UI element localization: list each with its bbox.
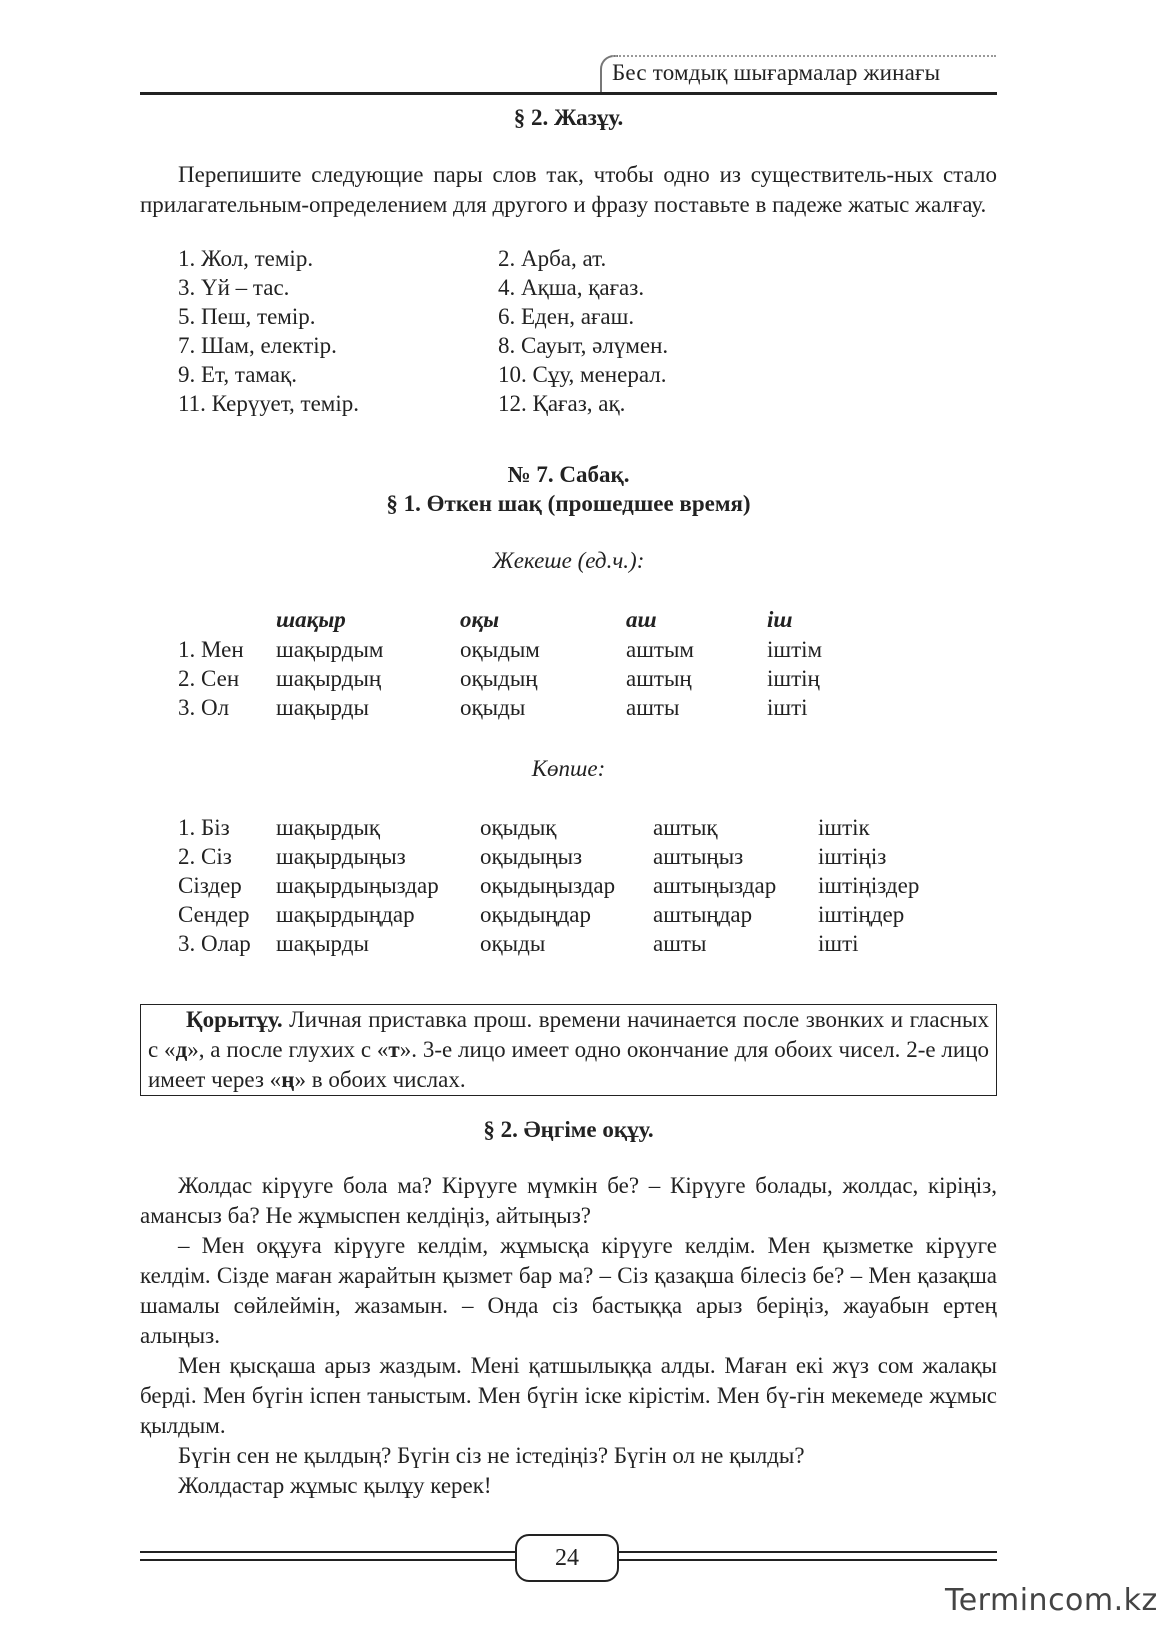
note-label: Қорытұу.	[186, 1007, 283, 1032]
exercise-item: 5. Пеш, темір.	[178, 304, 316, 329]
conjugation-cell: ішті	[818, 931, 859, 956]
header-dotted-rule	[612, 55, 996, 57]
reading-paragraph: – Мен оқұуға кірүуге келдім, жұмысқа кірүуге келдім. Мен қызметке кірүуге келдім. Сізде маған жарайтын қызмет бар ма? – Сіз қазақша білесіз бе? – Мен қазақша шамалы сөйлеймін, жазамын. – Онда сіз бастыққа арыз беріңіз, жауабын ертең алыңыз.	[140, 1233, 997, 1348]
exercise-item: 2. Арба, ат.	[498, 246, 607, 271]
reading-paragraph: Мен қысқаша арыз жаздым. Мені қатшылыққа алды. Маған екі жүз сом жалақы берді. Мен бүгін іспен таныстым. Мен бүгін іске кірістім. Мен бү-гін мекемеде жұмыс қылдым.	[140, 1353, 997, 1438]
conjugation-cell: шақырдық	[276, 815, 381, 840]
conjugation-cell: іштіңіздер	[818, 873, 920, 898]
conjugation-cell: шақырдыңдар	[276, 902, 415, 927]
exercise-item: 3. Үй – тас.	[178, 275, 290, 300]
footer-rule-left	[140, 1551, 517, 1553]
conjugation-cell: шақырды	[276, 931, 369, 956]
conjugation-cell: оқыдық	[480, 815, 557, 840]
reading-paragraph: Бүгін сен не қылдың? Бүгін сіз не істедіңіз? Бүгін ол не қылды?	[178, 1443, 805, 1468]
conjugation-cell: оқыдың	[460, 666, 538, 691]
exercise-item: 1. Жол, темір.	[178, 246, 314, 271]
verb-header: шақыр	[276, 607, 346, 632]
exercise-item: 10. Сұу, менерал.	[498, 362, 667, 387]
exercise-item: 11. Керүует, темір.	[178, 391, 360, 416]
conjugation-cell: іштіңдер	[818, 902, 905, 927]
pronoun-cell: 1. Біз	[178, 815, 230, 840]
conjugation-cell: аштыңдар	[653, 902, 753, 927]
exercise-item: 6. Еден, ағаш.	[498, 304, 635, 329]
singular-caption: Жекеше (ед.ч.):	[492, 548, 645, 573]
lesson-section-heading: § 1. Өткен шақ (прошедшее время)	[386, 491, 751, 516]
pronoun-cell: 1. Мен	[178, 637, 244, 662]
exercise-item: 9. Ет, тамақ.	[178, 362, 297, 387]
reading-text	[140, 1171, 997, 1501]
conjugation-cell: ашты	[653, 931, 707, 956]
conjugation-cell: оқыдыңыз	[480, 844, 583, 869]
conjugation-cell: аштыңыздар	[653, 873, 777, 898]
conjugation-cell: іштіңіз	[818, 844, 887, 869]
verb-header: іш	[767, 607, 793, 632]
running-header: Бес томдық шығармалар жинағы	[612, 60, 941, 85]
exercise-item: 8. Сауыт, әлүмен.	[498, 333, 669, 358]
pronoun-cell: 2. Сіз	[178, 844, 232, 869]
conjugation-cell: оқыдым	[460, 637, 540, 662]
footer-rule-left	[140, 1559, 517, 1561]
verb-header: оқы	[460, 607, 500, 632]
plural-caption: Көпше:	[531, 756, 606, 781]
conjugation-cell: аштың	[626, 666, 692, 691]
conjugation-cell: шақырдың	[276, 666, 382, 691]
conjugation-cell: аштым	[626, 637, 694, 662]
conjugation-cell: аштық	[653, 815, 718, 840]
conjugation-cell: аштыңыз	[653, 844, 744, 869]
conjugation-cell: шақырдыңыз	[276, 844, 406, 869]
footer-rule-right	[613, 1551, 997, 1553]
exercise-item: 4. Ақша, қағаз.	[498, 275, 645, 300]
conjugation-cell: шақырды	[276, 695, 369, 720]
conjugation-cell: ашты	[626, 695, 680, 720]
conjugation-cell: ішті	[767, 695, 808, 720]
conjugation-cell: оқыды	[480, 931, 546, 956]
pronoun-cell: 2. Сен	[178, 666, 240, 691]
verb-header: аш	[626, 607, 657, 632]
conjugation-cell: іштік	[818, 815, 870, 840]
footer-rule-right	[613, 1559, 997, 1561]
section-heading-writing: § 2. Жазұу.	[513, 105, 624, 130]
lesson-title: № 7. Сабақ.	[507, 462, 630, 487]
exercise-item: 12. Қағаз, ақ.	[498, 391, 626, 416]
section-heading-reading: § 2. Әңгіме оқұу.	[483, 1117, 654, 1142]
pronoun-cell: 3. Олар	[178, 931, 251, 956]
conjugation-cell: іштің	[767, 666, 820, 691]
writing-instruction: Перепишите следующие пары слов так, чтобы одно из существитель-ных стало прилагательным-определением для другого и фразу поставьте в падеже жатыс жалғау.	[140, 162, 997, 217]
pronoun-cell: Сендер	[178, 902, 250, 927]
conjugation-cell: іштім	[767, 637, 823, 662]
conjugation-cell: оқыды	[460, 695, 526, 720]
pronoun-cell: 3. Ол	[178, 695, 230, 720]
reading-paragraph: Жолдастар жұмыс қылұу керек!	[178, 1473, 492, 1498]
page-number: 24	[515, 1534, 619, 1582]
summary-note-box: Қорытұу. Личная приставка прош. времени начинается после звонких и гласных с «д», а после глухих с «т». 3-е лицо имеет одно окончание для обоих чисел. 2-е лицо имеет через «ң» в обоих числах.	[140, 1004, 997, 1096]
conjugation-cell: шақырдым	[276, 637, 384, 662]
header-rule	[140, 92, 997, 95]
watermark-logo: Termincom.kz	[945, 1583, 1158, 1618]
reading-paragraph: Жолдас кірүуге бола ма? Кірүуге мүмкін бе? – Кірүуге болады, жолдас, кіріңіз, амансыз ба? Не жұмыспен келдіңіз, айтыңыз?	[140, 1173, 997, 1228]
exercise-item: 7. Шам, електір.	[178, 333, 337, 358]
conjugation-cell: оқыдыңыздар	[480, 873, 616, 898]
conjugation-cell: оқыдыңдар	[480, 902, 592, 927]
pronoun-cell: Сіздер	[178, 873, 242, 898]
conjugation-cell: шақырдыңыздар	[276, 873, 439, 898]
